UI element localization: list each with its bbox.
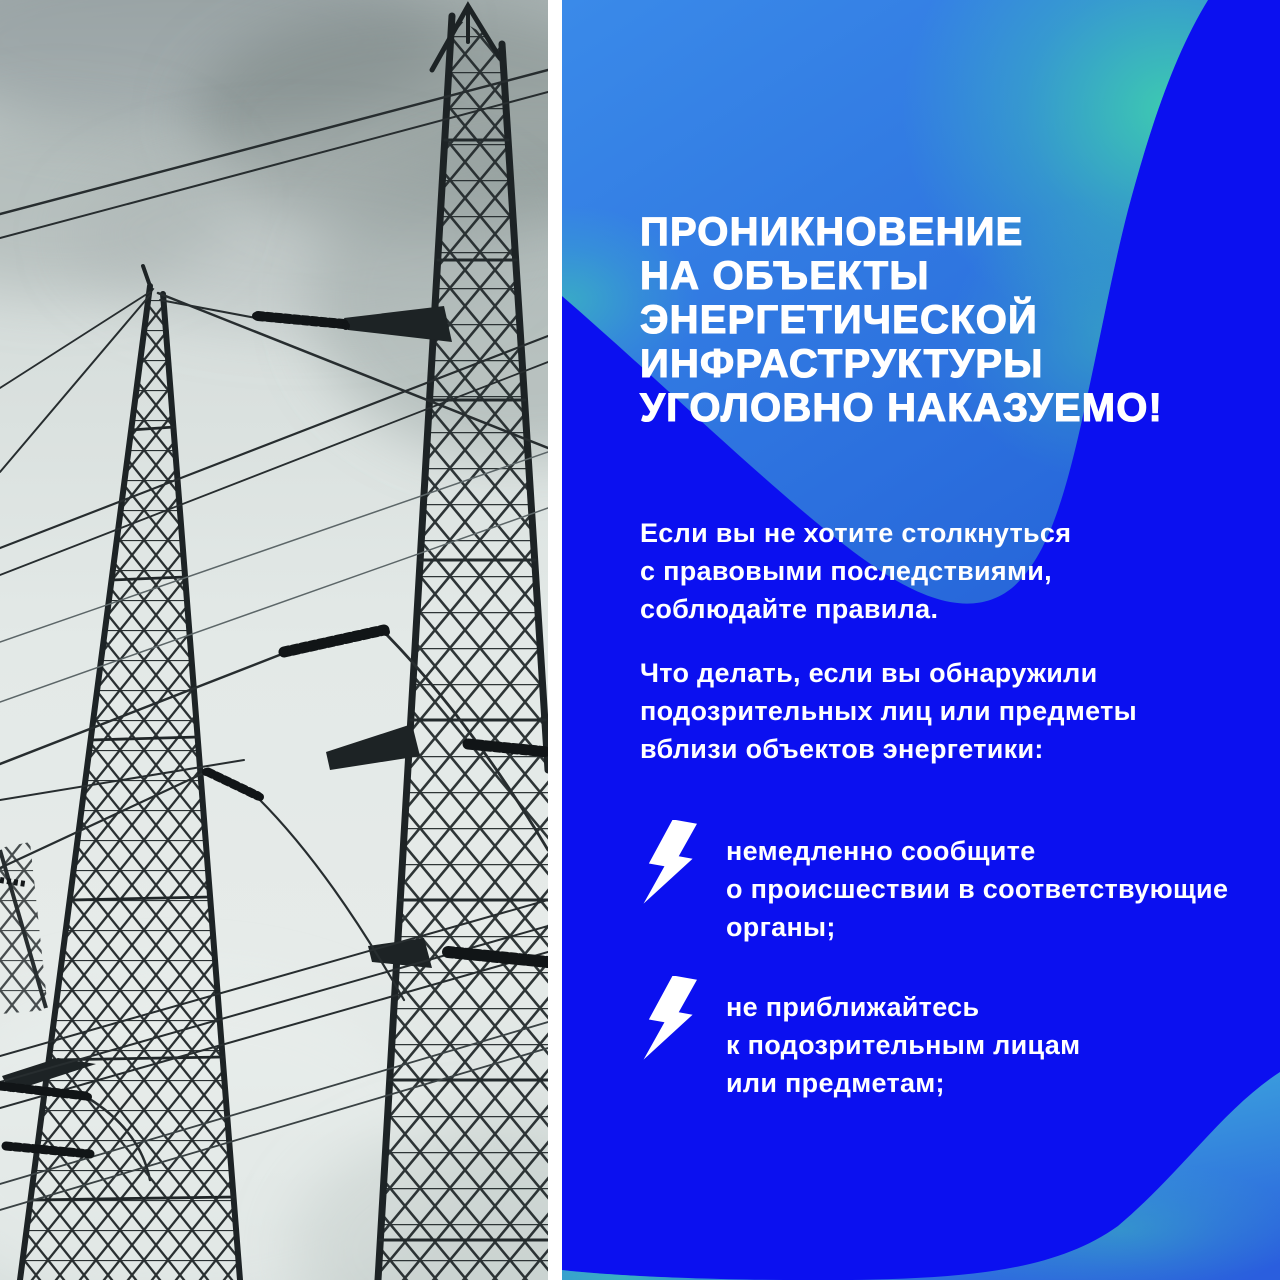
text-line: органы; xyxy=(726,912,836,942)
text-line: или предметам; xyxy=(726,1068,945,1098)
transmission-towers-photo xyxy=(0,0,548,1280)
text-line: Если вы не хотите столкнуться xyxy=(640,518,1072,548)
text-line: подозрительных лиц или предметы xyxy=(640,696,1137,726)
text-line: немедленно сообщите xyxy=(726,836,1036,866)
bullet-item xyxy=(642,976,1080,1102)
intro-paragraph xyxy=(640,514,1071,628)
title-line: УГОЛОВНО НАКАЗУЕМО! xyxy=(640,386,1164,430)
title-line: НА ОБЪЕКТЫ xyxy=(640,254,930,298)
title-line: ПРОНИКНОВЕНИЕ xyxy=(640,210,1024,254)
title-line: ИНФРАСТРУКТУРЫ xyxy=(640,342,1044,386)
poster-title xyxy=(640,210,1163,430)
photo-illustration xyxy=(0,0,548,1280)
question-paragraph xyxy=(640,654,1137,768)
bullet-text xyxy=(726,820,1228,946)
text-line: о происшествии в соответствующие xyxy=(726,874,1229,904)
bullet-text xyxy=(726,976,1080,1102)
text-line: Что делать, если вы обнаружили xyxy=(640,658,1098,688)
text-line: к подозрительным лицам xyxy=(726,1030,1081,1060)
text-line: с правовыми последствиями, xyxy=(640,556,1052,586)
info-panel xyxy=(562,0,1280,1280)
text-line: вблизи объектов энергетики: xyxy=(640,734,1044,764)
text-line: соблюдайте правила. xyxy=(640,594,939,624)
text-line: не приближайтесь xyxy=(726,992,980,1022)
lightning-bolt-icon xyxy=(642,976,702,1064)
bullet-item xyxy=(642,820,1228,946)
title-line: ЭНЕРГЕТИЧЕСКОЙ xyxy=(640,298,1038,342)
lightning-bolt-icon xyxy=(642,820,702,908)
